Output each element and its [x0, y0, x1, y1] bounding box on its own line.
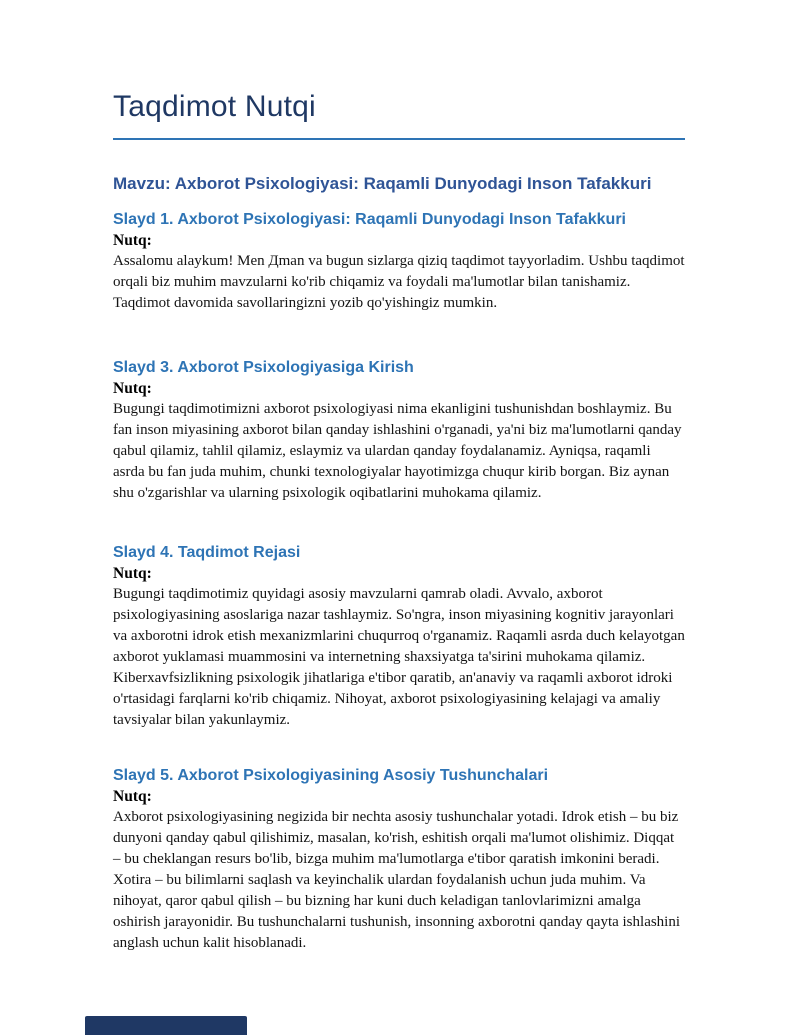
speech-body-text: Axborot psixologiyasining negizida bir nechta asosiy tushunchalar yotadi. Idrok etish – bu biz dunyoni qanday qabul qilishimiz, masalan, ko'rish, eshitish orqali ma'lumot olishimiz. Diqqat – bu cheklangan resurs bo'lib, bizga muhim ma'lumotlarga e'tibor qaratish imkonini beradi. Xotira – bu bilimlarni saqlash va keyinchalik ulardan foydalanish uchun juda muhim. Va nihoyat, qaror qabul qilish – bu bizning har kuni duch keladigan tanlovlarimizni amalga oshirish jarayonidir. Bu tushunchalarni tushunish, insonning axborotni qanday qayta ishlashini anglash uchun kalit hisoblanadi. — [113, 809, 681, 951]
document-subtitle: Mavzu: Axborot Psixologiyasi: Raqamli Dunyodagi Inson Tafakkuri — [113, 174, 652, 193]
document-title: Taqdimot Nutqi — [113, 90, 316, 123]
section-heading: Slayd 4. Taqdimot Rejasi — [113, 544, 301, 561]
speech-label: Nutq: — [113, 380, 152, 397]
speech-body-text: Bugungi taqdimotimiz quyidagi asosiy mavzularni qamrab oladi. Avvalo, axborot psixologiyasining asoslariga nazar tashlaymiz. So'ngra, inson miyasining kognitiv jarayonlari va axborotni idrok etish mexanizmlarini chuqurroq o'rganamiz. Raqamli asrda duch kelayotgan axborot yuklamasi muammosini va internetning shaxsiyatga ta'sirini muhokama qilamiz. Kiberxavfsizlikning psixologik jihatlariga e'tibor qaratib, an'anaviy va raqamli axborot idroki o'rtasidagi farqlarni ko'rib chiqamiz. Nihoyat, axborot psixologiyasining kelajagi va amaliy tavsiyalar bilan yakunlaymiz. — [113, 586, 685, 728]
slide-section-1 — [113, 209, 685, 314]
speech-body-text: Bugungi taqdimotimizni axborot psixologiyasi nima ekanligini tushunishdan boshlaymiz. Bu fan inson miyasining axborot bilan qanday ishlashini o'rganadi, ya'ni biz ma'lumotlarni qanday qabul qilamiz, tahlil qilamiz, eslaymiz va ulardan qanday foydalanamiz. Ayniqsa, raqamli asrda bu fan juda muhim, chunki texnologiyalar hayotimizga chuqur kirib borgan. Biz aynan shu o'zgarishlar va ularning psixologik oqibatlarini muhokama qilamiz. — [113, 401, 682, 501]
slide-section-3 — [113, 357, 685, 504]
title-underline-rule — [113, 138, 685, 140]
section-heading: Slayd 5. Axborot Psixologiyasining Asosiy Tushunchalari — [113, 767, 549, 784]
speech-label: Nutq: — [113, 788, 152, 805]
section-heading: Slayd 1. Axborot Psixologiyasi: Raqamli Dunyodagi Inson Tafakkuri — [113, 211, 626, 228]
speech-label: Nutq: — [113, 232, 152, 249]
slide-section-5 — [113, 765, 685, 954]
section-heading: Slayd 3. Axborot Psixologiyasiga Kirish — [113, 359, 414, 376]
cut-off-next-element-bar — [85, 1016, 247, 1035]
speech-body-text: Assalomu alaykum! Men Дman va bugun sizlarga qiziq taqdimot tayyorladim. Ushbu taqdimot orqali biz muhim mavzularni ko'rib chiqamiz va foydali ma'lumotlar bilan tanishamiz. Taqdimot davomida savollaringizni yozib qo'yishingiz mumkin. — [113, 253, 685, 311]
speech-label: Nutq: — [113, 565, 152, 582]
slide-section-4 — [113, 542, 685, 731]
